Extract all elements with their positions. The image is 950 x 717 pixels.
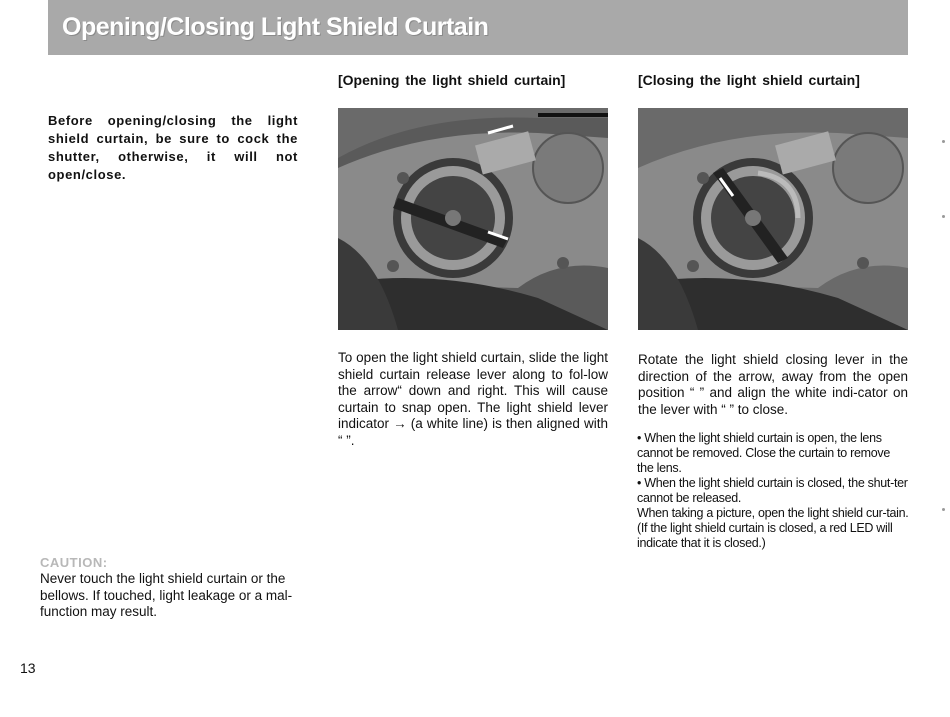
margin-mark	[942, 215, 945, 218]
margin-mark	[942, 508, 945, 511]
closing-instructions: Rotate the light shield closing lever in the direction of the arrow, away from the open position “ ” and align the white indi-cator on the lever with “ ” to close.	[638, 352, 908, 417]
margin-mark	[942, 140, 945, 143]
note-led: (If the light shield curtain is closed, a red LED will indicate that it is closed.)	[637, 521, 893, 550]
note-taking-picture: When taking a picture, open the light shield cur-tain.	[637, 506, 909, 520]
intro-text: Before opening/closing the light shield curtain, be sure to cock the shutter, otherwise, it will not open/close.	[48, 113, 298, 182]
closing-photo	[638, 108, 908, 330]
note-bullet-open-text: When the light shield curtain is open, the lens cannot be removed. Close the curtain to remove the lens.	[637, 431, 891, 475]
page-title: Opening/Closing Light Shield Curtain	[62, 13, 489, 41]
page-number: 13	[20, 660, 36, 676]
closing-section-title: [Closing the light shield curtain]	[638, 72, 860, 88]
note-bullet-open: • When the light shield curtain is open, the lens cannot be removed. Close the curtain to remove the lens.	[637, 431, 891, 475]
caution-text: Never touch the light shield curtain or the bellows. If touched, light leakage or a mal-function may result.	[40, 571, 293, 619]
caution-heading: CAUTION:	[40, 555, 108, 570]
opening-section-title: [Opening the light shield curtain]	[338, 72, 566, 88]
opening-instructions: To open the light shield curtain, slide the light shield curtain release lever along to fol-low the arrow“ down and right. This will cause curtain to snap open. The light shield lever indicator → (a white line) is then aligned with “ ”.	[338, 350, 608, 448]
opening-photo	[338, 108, 608, 330]
closing-notes	[637, 431, 909, 551]
note-bullet-closed-text: When the light shield curtain is closed, the shut-ter cannot be released.	[637, 476, 908, 505]
note-bullet-closed: • When the light shield curtain is closed, the shut-ter cannot be released.	[637, 476, 908, 505]
